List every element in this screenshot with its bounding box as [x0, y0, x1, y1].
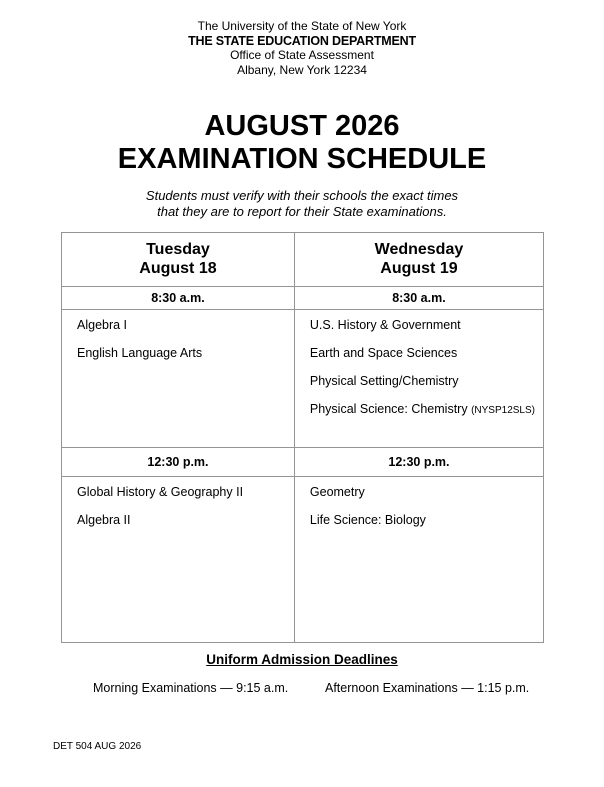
exam-item — [77, 346, 286, 361]
exam-name: English Language Arts — [77, 346, 203, 360]
morning-time-wednesday: 8:30 a.m. — [295, 287, 543, 310]
letterhead-office: Office of State Assessment — [230, 48, 374, 63]
afternoon-deadline: Afternoon Examinations — 1:15 p.m. — [325, 681, 530, 695]
afternoon-exams-tuesday — [62, 477, 295, 642]
day-header-tuesday — [62, 233, 295, 287]
day-name: Tuesday — [146, 241, 210, 258]
exam-name: U.S. History & Government — [309, 318, 461, 332]
page-title — [0, 110, 604, 175]
exam-code: (NYSP12SLS) — [471, 405, 535, 416]
letterhead — [0, 19, 604, 77]
day-name: Wednesday — [374, 241, 464, 258]
exam-item — [310, 346, 535, 361]
afternoon-exams-wednesday — [295, 477, 543, 642]
exam-name: Geometry — [309, 485, 365, 499]
letterhead-address: Albany, New York 12234 — [237, 62, 367, 77]
day-date: August 19 — [380, 259, 458, 277]
exam-name: Algebra II — [77, 513, 131, 527]
document-code: DET 504 AUG 2026 — [53, 741, 142, 752]
exam-name: Life Science: Biology — [309, 513, 426, 527]
afternoon-time-tuesday: 12:30 p.m. — [62, 448, 295, 477]
exam-item — [77, 318, 286, 333]
exam-item — [77, 485, 286, 500]
day-header-wednesday — [295, 233, 543, 287]
verification-note-line2: that they are to report for their State examinations. — [157, 204, 447, 219]
uniform-admission-deadlines-title: Uniform Admission Deadlines — [206, 652, 398, 667]
exam-name: Physical Setting/Chemistry — [309, 374, 459, 388]
exam-item — [310, 513, 535, 528]
exam-item — [77, 513, 286, 528]
exam-item — [310, 318, 535, 333]
exam-item — [310, 402, 535, 418]
morning-exams-tuesday — [62, 310, 295, 448]
letterhead-university: The University of the State of New York — [197, 19, 407, 33]
exam-name: Physical Science: Chemistry — [309, 402, 468, 416]
morning-time-tuesday: 8:30 a.m. — [62, 287, 295, 310]
exam-name: Algebra I — [77, 318, 128, 332]
day-date: August 18 — [139, 259, 217, 277]
verification-note-line1: Students must verify with their schools the exact times — [145, 188, 459, 203]
exam-name: Global History & Geography II — [77, 485, 244, 499]
morning-deadline: Morning Examinations — 9:15 a.m. — [93, 681, 289, 695]
afternoon-time-wednesday: 12:30 p.m. — [295, 448, 543, 477]
exam-name: Earth and Space Sciences — [309, 346, 458, 360]
exam-schedule-table — [61, 232, 544, 643]
exam-item — [310, 374, 535, 389]
morning-exams-wednesday — [295, 310, 543, 448]
page-title-schedule: EXAMINATION SCHEDULE — [117, 142, 487, 175]
letterhead-department: THE STATE EDUCATION DEPARTMENT — [188, 33, 416, 48]
exam-item — [310, 485, 535, 500]
page-title-month: AUGUST 2026 — [204, 110, 400, 142]
verification-note — [0, 188, 604, 220]
